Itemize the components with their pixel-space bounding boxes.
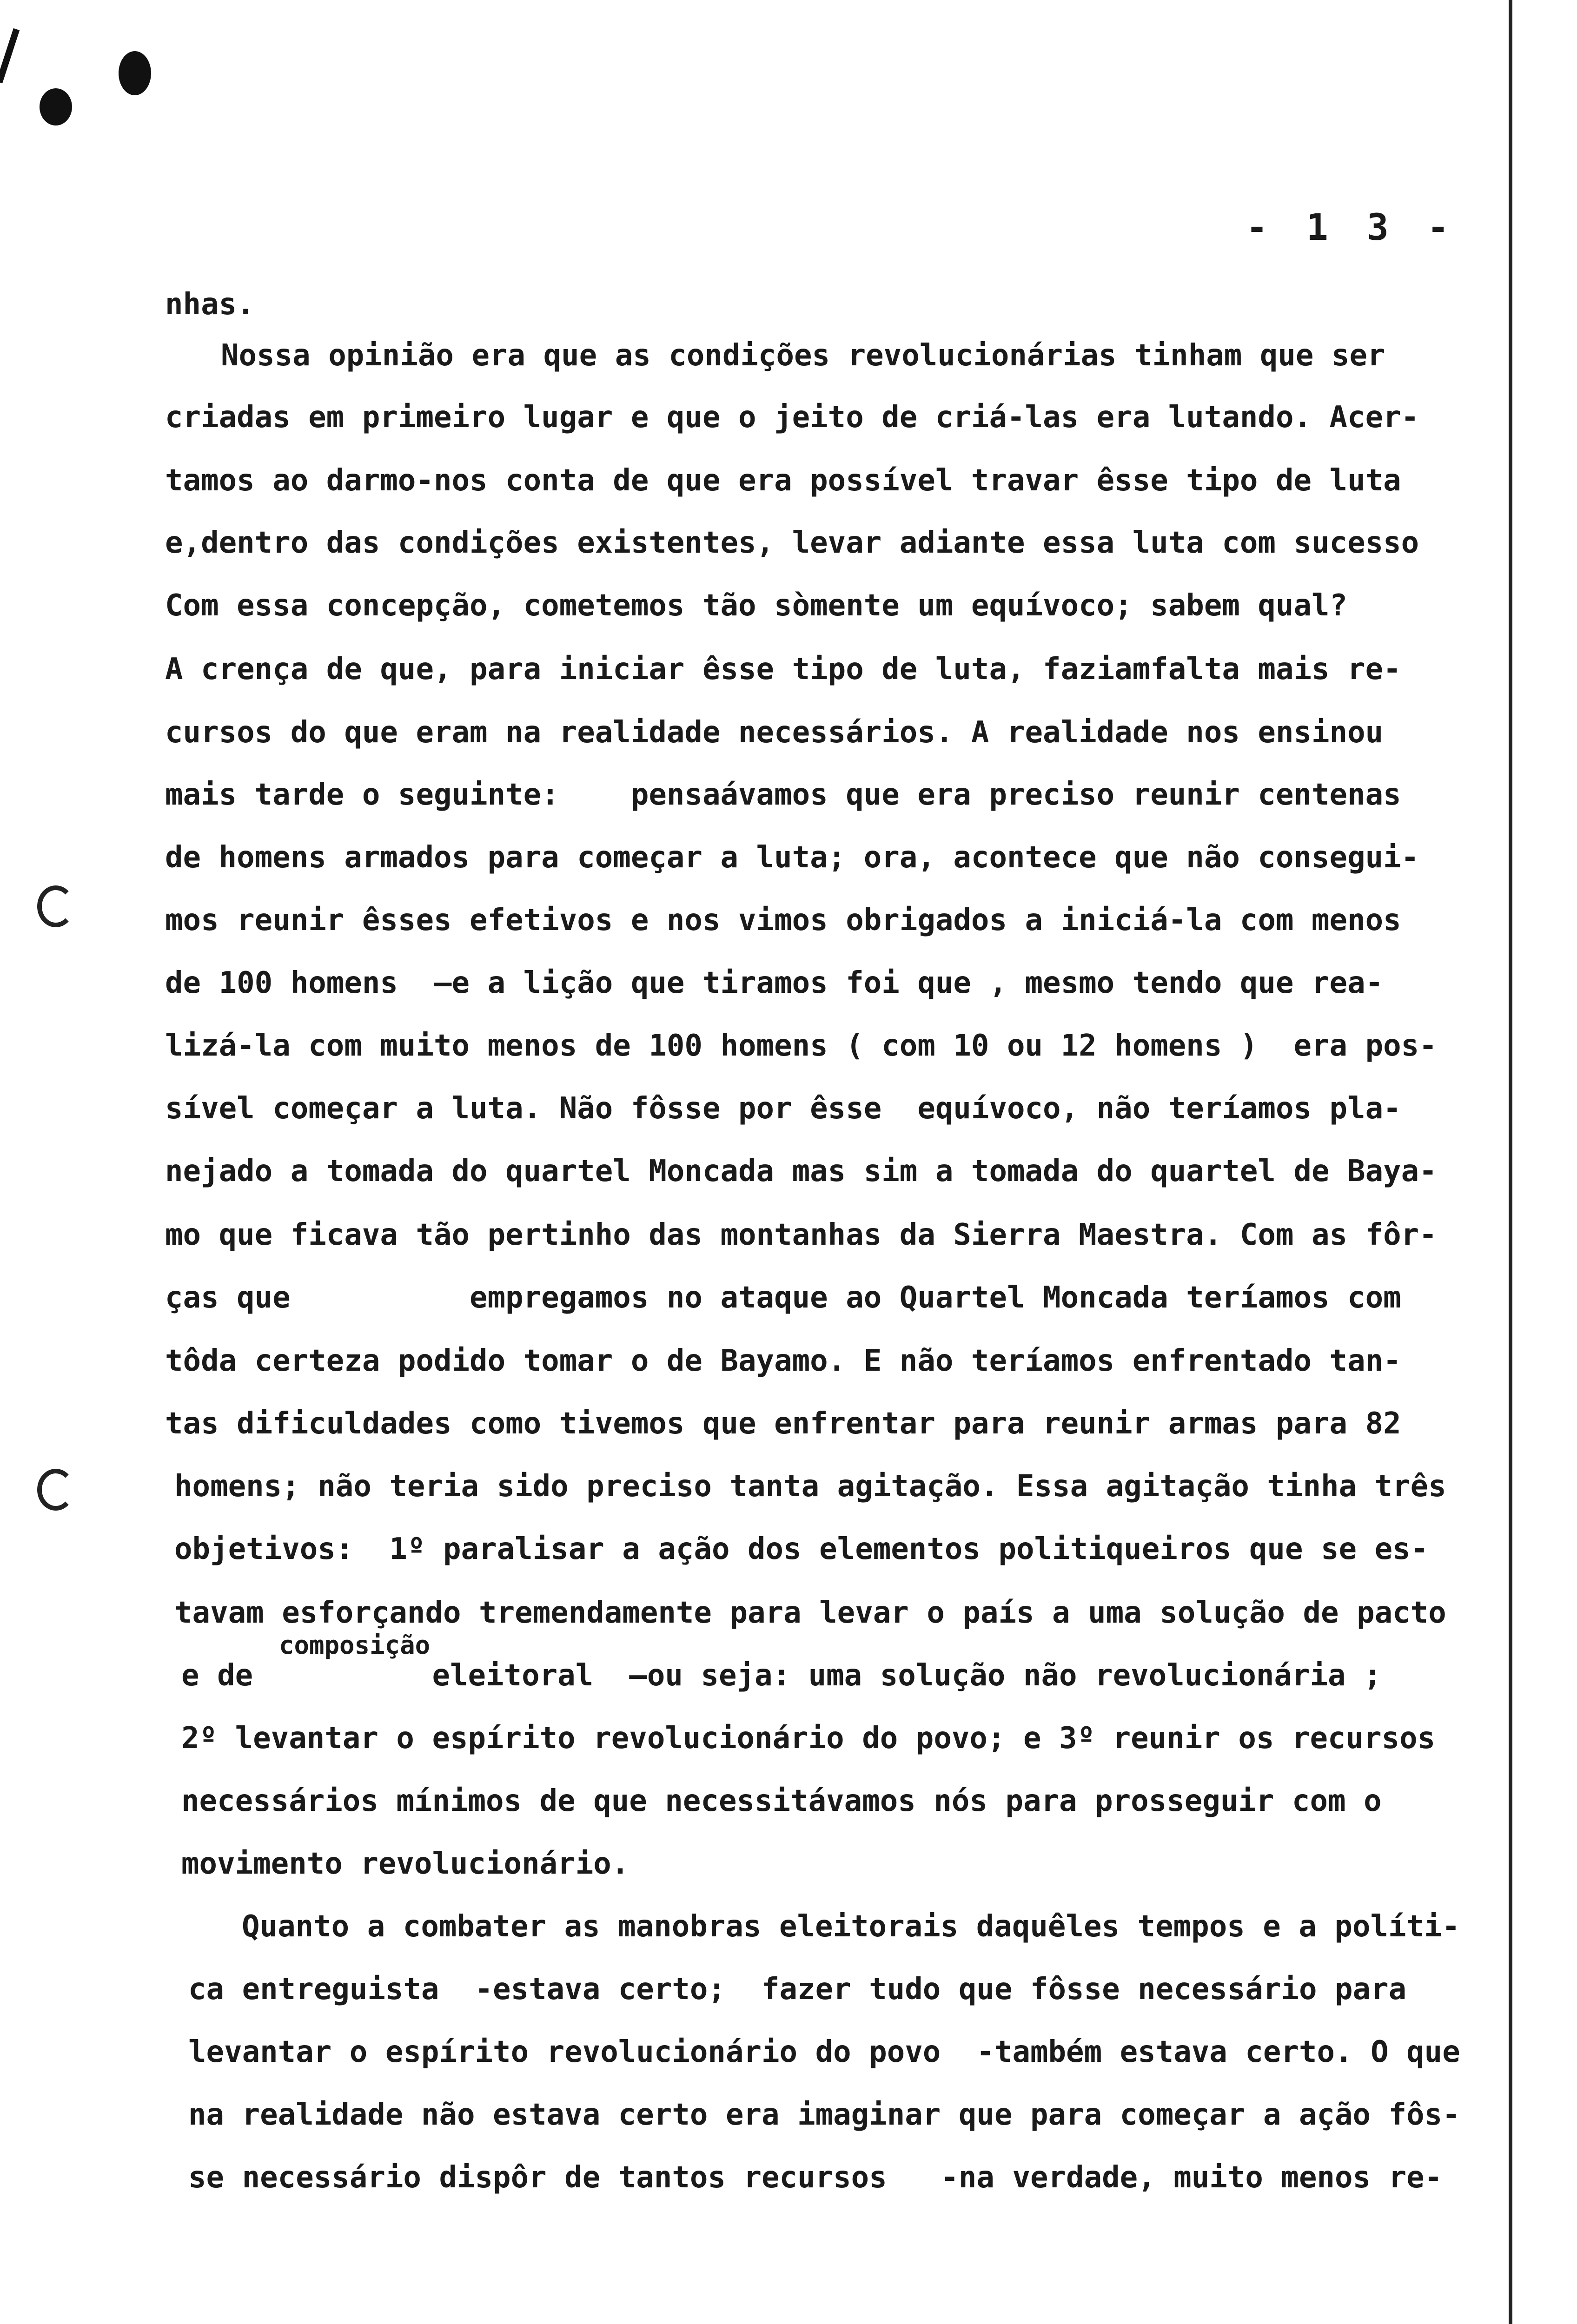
text-line: de 100 homens —e a lição que tiramos foi que , mesmo tendo que rea- (165, 966, 1384, 1000)
text-line: sível começar a luta. Não fôsse por êsse equívoco, não teríamos pla- (165, 1091, 1401, 1126)
text-line: cursos do que eram na realidade necessários. A realidade nos ensinou (165, 715, 1384, 750)
text-line: Nossa opinião era que as condições revolucionárias tinham que ser (221, 338, 1385, 373)
text-line: ca entreguista -estava certo; fazer tudo que fôsse necessário para (188, 1972, 1407, 2007)
right-margin-rule (1509, 0, 1512, 2324)
text-line: tas dificuldades como tivemos que enfrentar para reunir armas para 82 (165, 1406, 1401, 1441)
text-line: se necessário dispôr de tantos recursos -na verdade, muito menos re- (188, 2160, 1443, 2195)
text-line: Com essa concepção, cometemos tão sòmente um equívoco; sabem qual? (165, 588, 1348, 623)
text-line: tamos ao darmo-nos conta de que era possível travar êsse tipo de luta (165, 463, 1401, 498)
text-line: e,dentro das condições existentes, levar adiante essa luta com sucesso (165, 526, 1419, 560)
text-line: 2º levantar o espírito revolucionário do povo; e 3º reunir os recursos (181, 1721, 1436, 1756)
text-line: movimento revolucionário. (181, 1847, 629, 1881)
text-line: de homens armados para começar a luta; ora, acontece que não consegui- (165, 840, 1419, 875)
text-line: criadas em primeiro lugar e que o jeito de criá-las era lutando. Acer- (165, 400, 1419, 435)
text-line: tôda certeza podido tomar o de Bayamo. E não teríamos enfrentado tan- (165, 1344, 1401, 1378)
interlinear-note: composição (279, 1631, 431, 1660)
text-line: levantar o espírito revolucionário do povo -também estava certo. O que (188, 2035, 1460, 2069)
ink-slash-mark (0, 28, 20, 83)
page-number: - 1 3 - (1246, 207, 1458, 249)
text-line: nejado a tomada do quartel Moncada mas sim a tomada do quartel de Baya- (165, 1154, 1437, 1188)
text-line: nhas. (165, 287, 255, 322)
text-line: A crença de que, para iniciar êsse tipo de luta, faziamfalta mais re- (165, 652, 1401, 687)
ink-blot (40, 88, 72, 125)
text-line: necessários mínimos de que necessitávamos nós para prosseguir com o (181, 1784, 1382, 1818)
punch-hole-mark (37, 885, 74, 927)
ink-blot (119, 51, 151, 95)
text-line: na realidade não estava certo era imaginar que para começar a ação fôs- (188, 2098, 1460, 2132)
text-line: homens; não teria sido preciso tanta agitação. Essa agitação tinha três (174, 1469, 1446, 1504)
text-line: e de eleitoral —ou seja: uma solução não revolucionária ; (181, 1658, 1382, 1693)
text-line: tavam esforçando tremendamente para levar o país a uma solução de pacto (174, 1596, 1446, 1630)
text-line: mo que ficava tão pertinho das montanhas da Sierra Maestra. Com as fôr- (165, 1218, 1437, 1252)
text-line: ças que empregamos no ataque ao Quartel Moncada teríamos com (165, 1281, 1401, 1315)
punch-hole-mark (37, 1469, 74, 1511)
text-line: objetivos: 1º paralisar a ação dos elementos politiqueiros que se es- (174, 1532, 1429, 1566)
text-line: lizá-la com muito menos de 100 homens ( com 10 ou 12 homens ) era pos- (165, 1029, 1437, 1063)
text-line: mais tarde o seguinte: pensaávamos que era preciso reunir centenas (165, 778, 1401, 812)
text-line: Quanto a combater as manobras eleitorais daquêles tempos e a políti- (242, 1909, 1460, 1944)
text-line: mos reunir êsses efetivos e nos vimos obrigados a iniciá-la com menos (165, 903, 1401, 938)
